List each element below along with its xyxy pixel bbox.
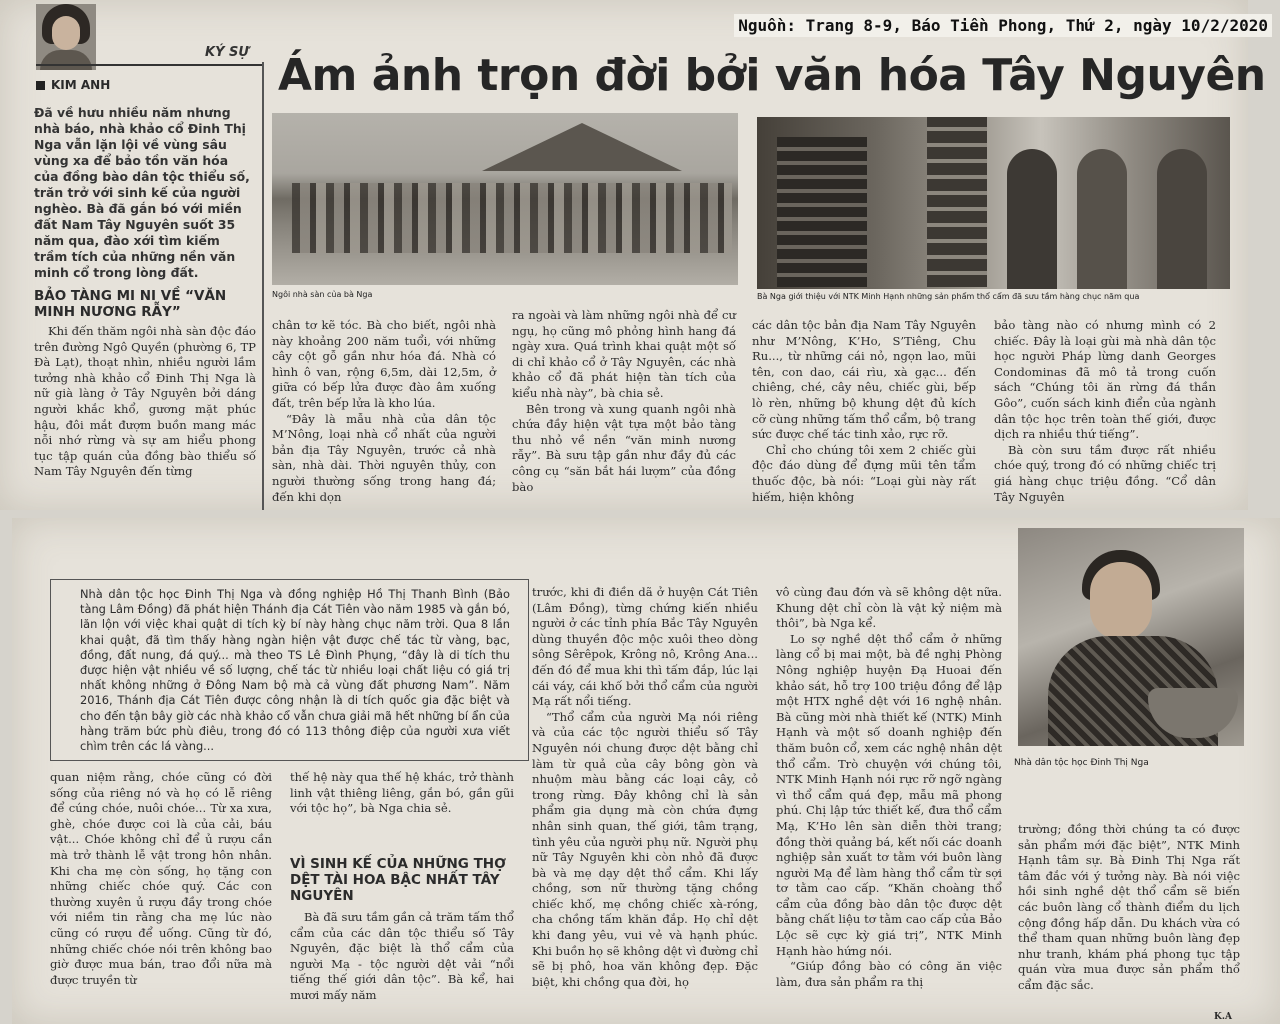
column-divider xyxy=(262,62,264,510)
headline: Ám ảnh trọn đời bởi văn hóa Tây Nguyên xyxy=(278,50,1266,101)
paragraph: chân tơ kẽ tóc. Bà cho biết, ngôi nhà này khoảng 200 năm tuổi, với những cây cột gỗ gần như hóa đá. Nhà có hình ô van, rộng 6,5m, dài 12,5m, ở giữa có bếp lửa được đào âm xuống đất, trên bếp lửa là kho lúa. xyxy=(272,318,496,410)
paragraph: “Thổ cẩm của người Mạ nói riêng và của các tộc người thiểu số Tây Nguyên nói chung được dệt bằng chỉ làm từ quả của cây bông gòn và nhuộm màu bằng các loại cây, cỏ trong rừng. Đây không chỉ là sản phẩm gia dụng mà còn chứa đựng nhân sinh quan, thế giới, tâm trạng, tình yêu của người phụ nữ. Người phụ nữ Tây Nguyên khi còn nhỏ đã được bà và mẹ dạy dệt thổ cẩm. Khi lấy chồng, sơn nữ thường tặng chồng chiếc khố, mẹ chồng chiếc xà-róng, cha chồng tấm khăn đắp. Họ chỉ dệt khi đang yêu, vui vẻ và hạnh phúc. Khi buồn họ sẽ không dệt vì đường chỉ sẽ bị phô, hoa văn không đẹp. Đặc biệt, khi chồng qua đời, họ xyxy=(532,709,759,989)
article-column-3 xyxy=(512,308,736,495)
source-note: Nguồn: Trang 8-9, Báo Tiền Phong, Thứ 2, ngày 10/2/2020 xyxy=(734,14,1272,37)
paragraph: trường; đồng thời chúng ta có được sản phẩm mới đặc biệt”, NTK Minh Hạnh tâm sự. Bà Đinh Thị Nga rất tâm đắc với ý tưởng này. Bà nói việc hồi sinh nghề dệt thổ cẩm sẽ biến các buôn làng cổ thành điểm du lịch cộng đồng hấp dẫn. Du khách vừa có thể tham quan những buôn làng đẹp như tranh, khám phá phong tục tập quán vừa mua được sản phẩm thổ cẩm đặc sắc. xyxy=(1018,822,1240,992)
category-label: KÝ SỰ xyxy=(205,45,249,60)
paragraph: bảo tàng nào có nhưng mình có 2 chiếc. Đây là loại gùi mà nhà dân tộc học người Pháp lừng danh Georges Condominas đã mô tả trong cuốn sách “Chúng tôi ăn rừng đá thần Gôo”, cuốn sách kinh điển của ngành dân tộc học trên toàn thế giới, được dịch ra nhiều thứ tiếng”. xyxy=(994,318,1216,442)
section-heading-mini-museum: BẢO TÀNG MI NI VỀ “VĂN MINH NƯƠNG RẪY” xyxy=(34,288,227,320)
author-byline: KIM ANH xyxy=(36,78,110,92)
article-column-8 xyxy=(532,585,758,990)
author-photo xyxy=(36,4,96,70)
header-divider xyxy=(36,64,264,66)
section-heading-weavers: VÌ SINH KẾ CỦA NHỮNG THỢ DỆT TÀI HOA BẬC NHẤT TÂY NGUYÊN xyxy=(290,856,506,904)
article-column-5 xyxy=(994,318,1216,505)
article-column-2 xyxy=(272,318,496,505)
article-lead: Đã về hưu nhiều năm nhưng nhà báo, nhà khảo cổ Đinh Thị Nga vẫn lặn lội về vùng sâu vùng xa để bảo tồn văn hóa của đồng bào dân tộc thiểu số, trăn trở với sinh kế của người nghèo. Bà đã gắn bó với miền đất Nam Tây Nguyên suốt 35 năm qua, đào xới tìm kiếm trầm tích của những nền văn minh cổ trong lòng đất. xyxy=(34,105,250,280)
paragraph: Bà còn sưu tầm được rất nhiều chóe quý, trong đó có những chiếc trị giá hàng chục triệu đồng. “Cổ dân Tây Nguyên xyxy=(994,442,1216,504)
paragraph: Bà đã sưu tầm gần cả trăm tấm thổ cẩm của các dân tộc thiểu số Tây Nguyên, đặc biệt là thổ cẩm của người Mạ - tộc người dệt vải “nổi tiếng thế giới dân tộc”. Bà kể, hai mươi mấy năm xyxy=(290,910,514,1002)
paragraph: “Đây là mẫu nhà của dân tộc M’Nông, loại nhà cổ nhất của người bản địa Tây Nguyên, trước cả nhà sàn, nhà dài. Thời nguyên thủy, con người thường sống trong hang đá; đến khi dọn xyxy=(272,411,496,504)
paragraph: Bên trong và xung quanh ngôi nhà chứa đầy hiện vật tựa một bảo tàng thu nhỏ về nền “văn minh nương rẫy”. Bà sưu tập gần như đầy đủ các công cụ “săn bắt hái lượm” của đồng bào xyxy=(512,401,736,494)
paragraph: “Giúp đồng bào có công ăn việc làm, đưa sản phẩm ra thị xyxy=(776,959,1002,989)
portrait-caption: Nhà dân tộc học Đinh Thị Nga xyxy=(1014,758,1149,768)
paragraph: ra ngoài và làm những ngôi nhà để cư ngụ, họ cũng mô phỏng hình hang đá ngày xưa. Quá trình khai quật một số di chỉ khảo cổ ở Tây Nguyên, các nhà khảo cổ đã phát hiện tàn tích của kiểu nhà này”, bà chia sẻ. xyxy=(512,308,736,400)
textile-photo xyxy=(757,117,1230,289)
paragraph: quan niệm rằng, chóe cũng có đời sống của riêng nó và họ có lễ riêng để cúng chóe, nuôi chóe... Từ xa xưa, ghè, chóe được coi là của cải, báu vật... Chóe không chỉ để ủ rượu cần mà trở thành lễ vật trong hôn nhân. Khi cha mẹ còn sống, họ tặng con những chiếc chóe quý. Các con thường xuyên ủ rượu đầy trong chóe với niềm tin rằng cha mẹ lúc nào cũng có rượu để uống. Cũng từ đó, những chiếc chóe nói trên không bao giờ được mua bán, trao đổi nữa mà được truyền từ xyxy=(50,770,272,987)
article-column-7 xyxy=(290,770,514,817)
portrait-photo xyxy=(1018,528,1244,746)
paragraph: Khi đến thăm ngôi nhà sàn độc đáo trên đường Ngô Quyền (phường 6, TP Đà Lạt), thoạt nhìn, nhiều người lầm tưởng nhà khảo cổ Đinh Thị Nga là nữ già làng ở Tây Nguyên bởi dáng người khắc khổ, gương mặt phúc hậu, đôi mắt đượm buồn mang mác nỗi nhớ rừng và sự am hiểu phong tục tập quán của đồng bào thiểu số Nam Tây Nguyên đến từng xyxy=(34,324,256,479)
stilt-house-photo xyxy=(272,113,738,285)
textile-caption: Bà Nga giới thiệu với NTK Minh Hạnh những sản phẩm thổ cẩm đã sưu tầm hàng chục năm qua xyxy=(757,292,1140,301)
paragraph: vô cùng đau đớn và sẽ không dệt nữa. Khung dệt chỉ còn là vật kỷ niệm mà thôi”, bà Nga kể. xyxy=(776,585,1002,631)
stilt-house-caption: Ngôi nhà sàn của bà Nga xyxy=(272,290,373,299)
article-column-7b xyxy=(290,910,514,1004)
article-column-10 xyxy=(1018,822,1240,994)
article-column-1 xyxy=(34,324,256,480)
sidebar-box-text: Nhà dân tộc học Đinh Thị Nga và đồng nghiệp Hồ Thị Thanh Bình (Bảo tàng Lâm Đồng) đã phát hiện Thánh địa Cát Tiên vào năm 1985 và gắn bó, lăn lộn với việc khai quật di tích kỳ bí này hàng chục năm trời. Qua 8 lần khai quật, đã tìm thấy hàng ngàn hiện vật được chế tác từ vàng, bạc, đồng, đất nung, đá quý... mà theo TS Lê Đình Phụng, “đây là di tích thu được hiện vật nhiều về số lượng, chế tác từ nhiều loại chất liệu có giá trị nhất không những ở Đông Nam bộ mà cả vùng đất phương Nam”. Năm 2016, Thánh địa Cát Tiên được công nhận là di tích quốc gia đặc biệt và cho đến tận bây giờ các nhà khảo cổ vẫn chưa giải mã hết những bí ẩn của hàng trăm bức phù điêu, trong đó có 113 thông điệp của người xưa viết chìm trên các lá vàng... xyxy=(80,587,510,754)
article-column-6 xyxy=(50,770,272,988)
paragraph: trước, khi đi điền dã ở huyện Cát Tiên (Lâm Đồng), từng chứng kiến nhiều người ở các tỉnh phía Bắc Tây Nguyên dùng thuyền độc mộc xuôi theo dòng sông Sêrêpok, Krông nô, Krông Ana... đến đó để mua khi thì tấm đắp, lúc lại cái váy, cái khố bởi thổ cẩm của người Mạ rất nổi tiếng. xyxy=(532,585,758,709)
article-column-9 xyxy=(776,585,1002,990)
author-signoff: K.A xyxy=(1214,1012,1232,1022)
paragraph: Lo sợ nghề dệt thổ cẩm ở những làng cổ bị mai một, bà đề nghị Phòng Nông nghiệp huyện Đạ Huoai đến khảo sát, hỗ trợ 100 triệu đồng để lập một HTX nghề dệt với 16 nghệ nhân. Bà cũng mời nhà thiết kế (NTK) Minh Hạnh và một số doanh nghiệp đến thăm buôn cổ, xem các nghệ nhân dệt thổ cẩm. Trò chuyện với chúng tôi, NTK Minh Hạnh nói rực rỡ ngỡ ngàng vì thổ cẩm quá đẹp, mẫu mã phong phú. Chị lập tức thiết kế, đưa thổ cẩm Mạ, K’Ho lên sàn diễn thời trang; đồng thời quảng bá, kết nối các doanh nghiệp sản xuất tơ tằm với buôn làng người Mạ để làm hàng thổ cẩm từ sợi tơ tằm cao cấp. “Khăn choàng thổ cẩm của đồng bào dân tộc được dệt bằng chất liệu tơ tằm cao cấp của Bảo Lộc sẽ cực kỳ giá trị”, NTK Minh Hạnh hào hứng nói. xyxy=(776,631,1002,958)
article-column-4 xyxy=(752,318,976,505)
paragraph: thế hệ này qua thế hệ khác, trở thành linh vật thiêng liêng, gắn bó, gần gũi với tộc họ”, bà Nga chia sẻ. xyxy=(290,770,514,816)
paragraph: Chỉ cho chúng tôi xem 2 chiếc gùi độc đáo dùng để đựng mũi tên tẩm thuốc độc, bà nói: “Loại gùi này rất hiếm, hiện không xyxy=(752,442,976,504)
paragraph: các dân tộc bản địa Nam Tây Nguyên như M’Nông, K’Ho, S’Tiêng, Chu Ru..., từ những cái nỏ, ngọn lao, mũi tên, con dao, cái rìu, xà gạc... đến chiêng, ché, cây nêu, chiếc gùi, bếp lò rèn, những bộ khung dệt đủ kích cỡ cùng những tấm thổ cẩm, bộ trang sức được chế tác tinh xảo, rực rỡ. xyxy=(752,318,976,442)
